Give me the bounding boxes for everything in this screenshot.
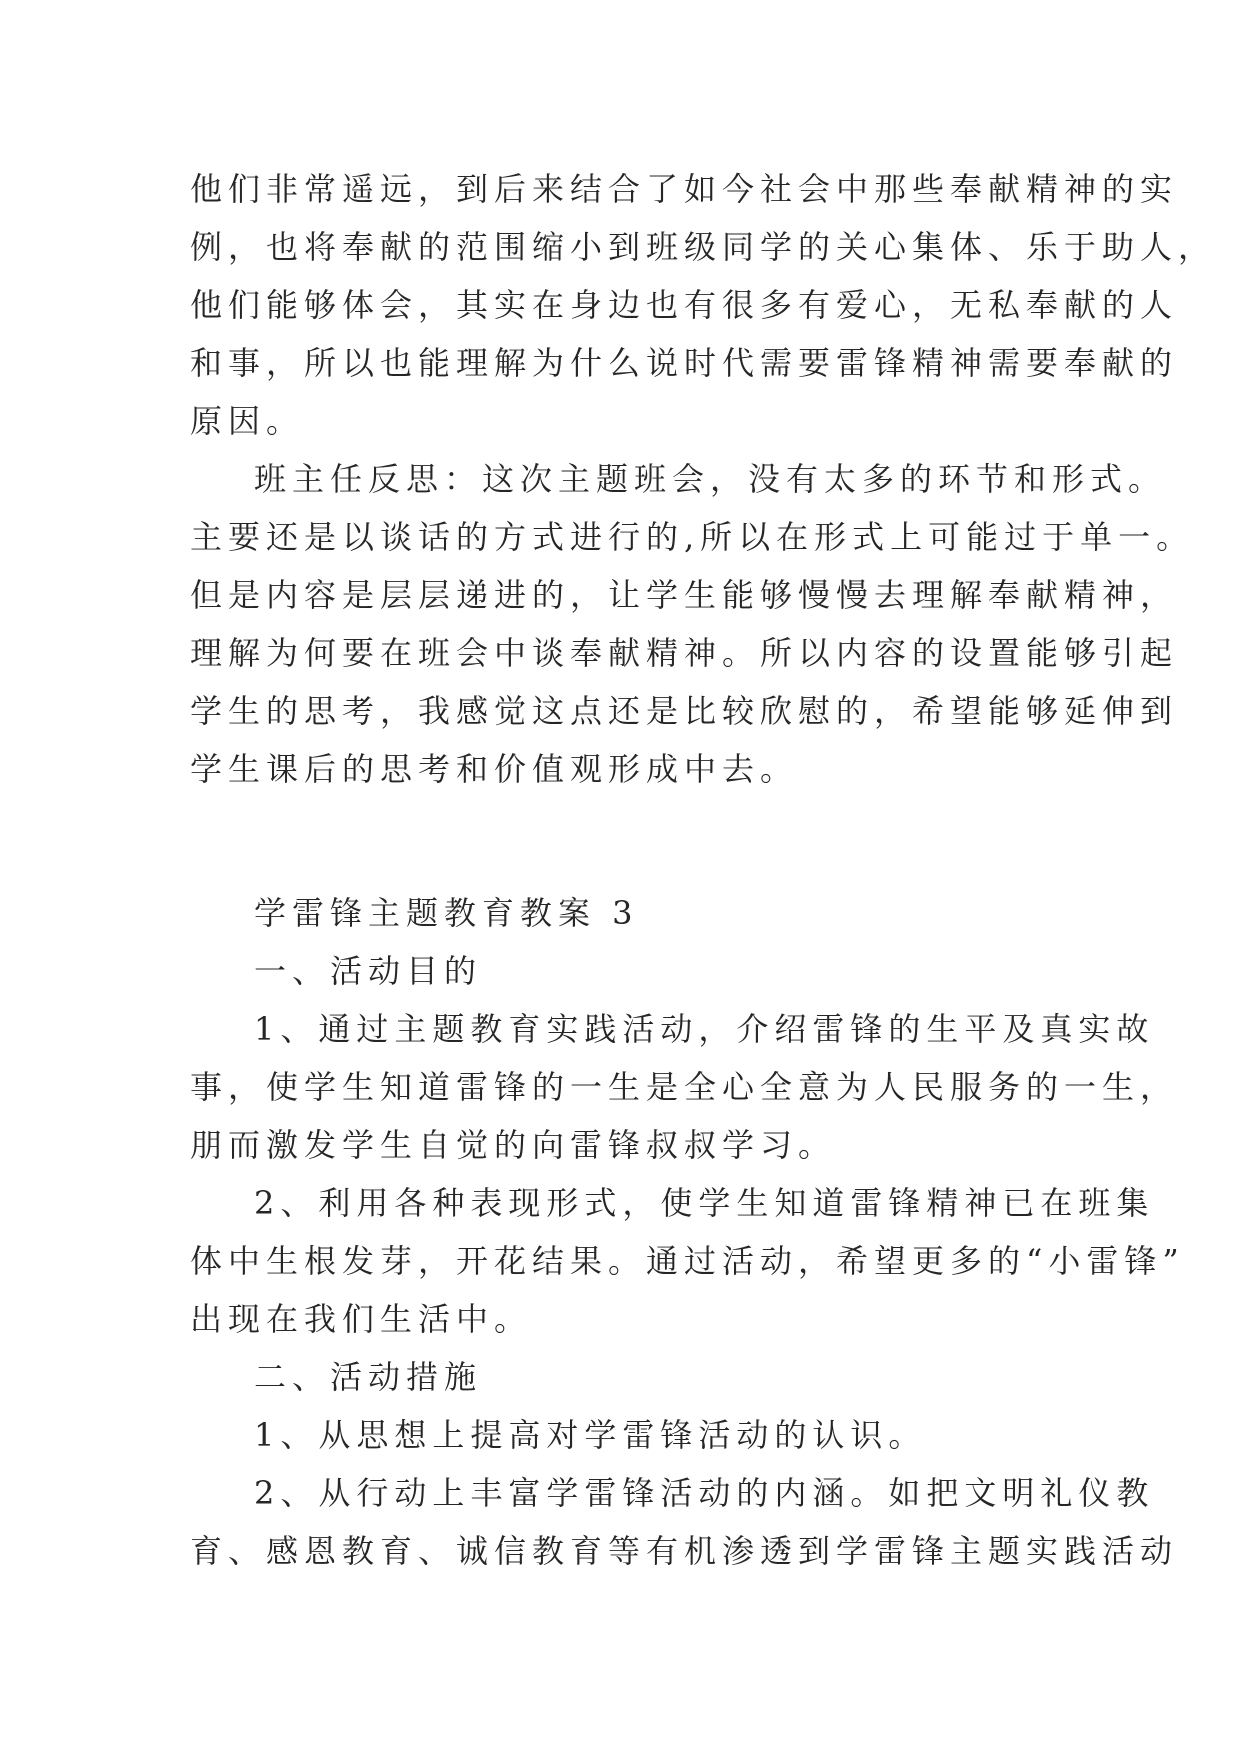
text-line: 2、从行动上丰富学雷锋活动的内涵。如把文明礼仪教 <box>254 1474 1155 1512</box>
section-title: 学雷锋主题教育教案 3 <box>254 894 639 932</box>
text-line: 出现在我们生活中。 <box>190 1300 533 1338</box>
text-line: 原因。 <box>190 402 305 440</box>
text-line: 他们非常遥远，到后来结合了如今社会中那些奉献精神的实 <box>190 170 1179 208</box>
document-body <box>190 160 1217 1580</box>
text-line: 他们能够体会，其实在身边也有很多有爱心，无私奉献的人 <box>190 286 1179 324</box>
text-line: 主要还是以谈话的方式进行的,所以在形式上可能过于单一。 <box>190 518 1195 556</box>
section-lesson-plan-3 <box>190 884 1185 1580</box>
text-line: 学生的思考，我感觉这点还是比较欣慰的，希望能够延伸到 <box>190 692 1179 730</box>
text-line: 1、通过主题教育实践活动，介绍雷锋的生平及真实故 <box>254 1010 1155 1048</box>
text-line: 1、从思想上提高对学雷锋活动的认识。 <box>254 1416 927 1454</box>
paragraph-teacher-reflection <box>190 450 1195 798</box>
heading-activity-measures: 二、活动措施 <box>254 1358 483 1396</box>
text-line: 朋而激发学生自觉的向雷锋叔叔学习。 <box>190 1126 837 1164</box>
text-line: 班主任反思：这次主题班会，没有太多的环节和形式。 <box>254 460 1167 498</box>
text-line: 学生课后的思考和价值观形成中去。 <box>190 750 799 788</box>
text-line: 育、感恩教育、诚信教育等有机渗透到学雷锋主题实践活动 <box>190 1532 1179 1570</box>
text-line: 和事，所以也能理解为什么说时代需要雷锋精神需要奉献的 <box>190 344 1179 382</box>
text-line: 体中生根发芽，开花结果。通过活动，希望更多的“小雷锋” <box>190 1242 1185 1280</box>
text-line: 理解为何要在班会中谈奉献精神。所以内容的设置能够引起 <box>190 634 1179 672</box>
text-line: 但是内容是层层递进的，让学生能够慢慢去理解奉献精神， <box>190 576 1179 614</box>
text-line: 事，使学生知道雷锋的一生是全心全意为人民服务的一生， <box>190 1068 1179 1106</box>
text-line: 2、利用各种表现形式，使学生知道雷锋精神已在班集 <box>254 1184 1155 1222</box>
text-line: 例，也将奉献的范围缩小到班级同学的关心集体、乐于助人， <box>190 228 1217 266</box>
heading-activity-goals: 一、活动目的 <box>254 952 483 990</box>
paragraph-reflection-students <box>190 160 1217 450</box>
section-spacer <box>190 798 1070 884</box>
